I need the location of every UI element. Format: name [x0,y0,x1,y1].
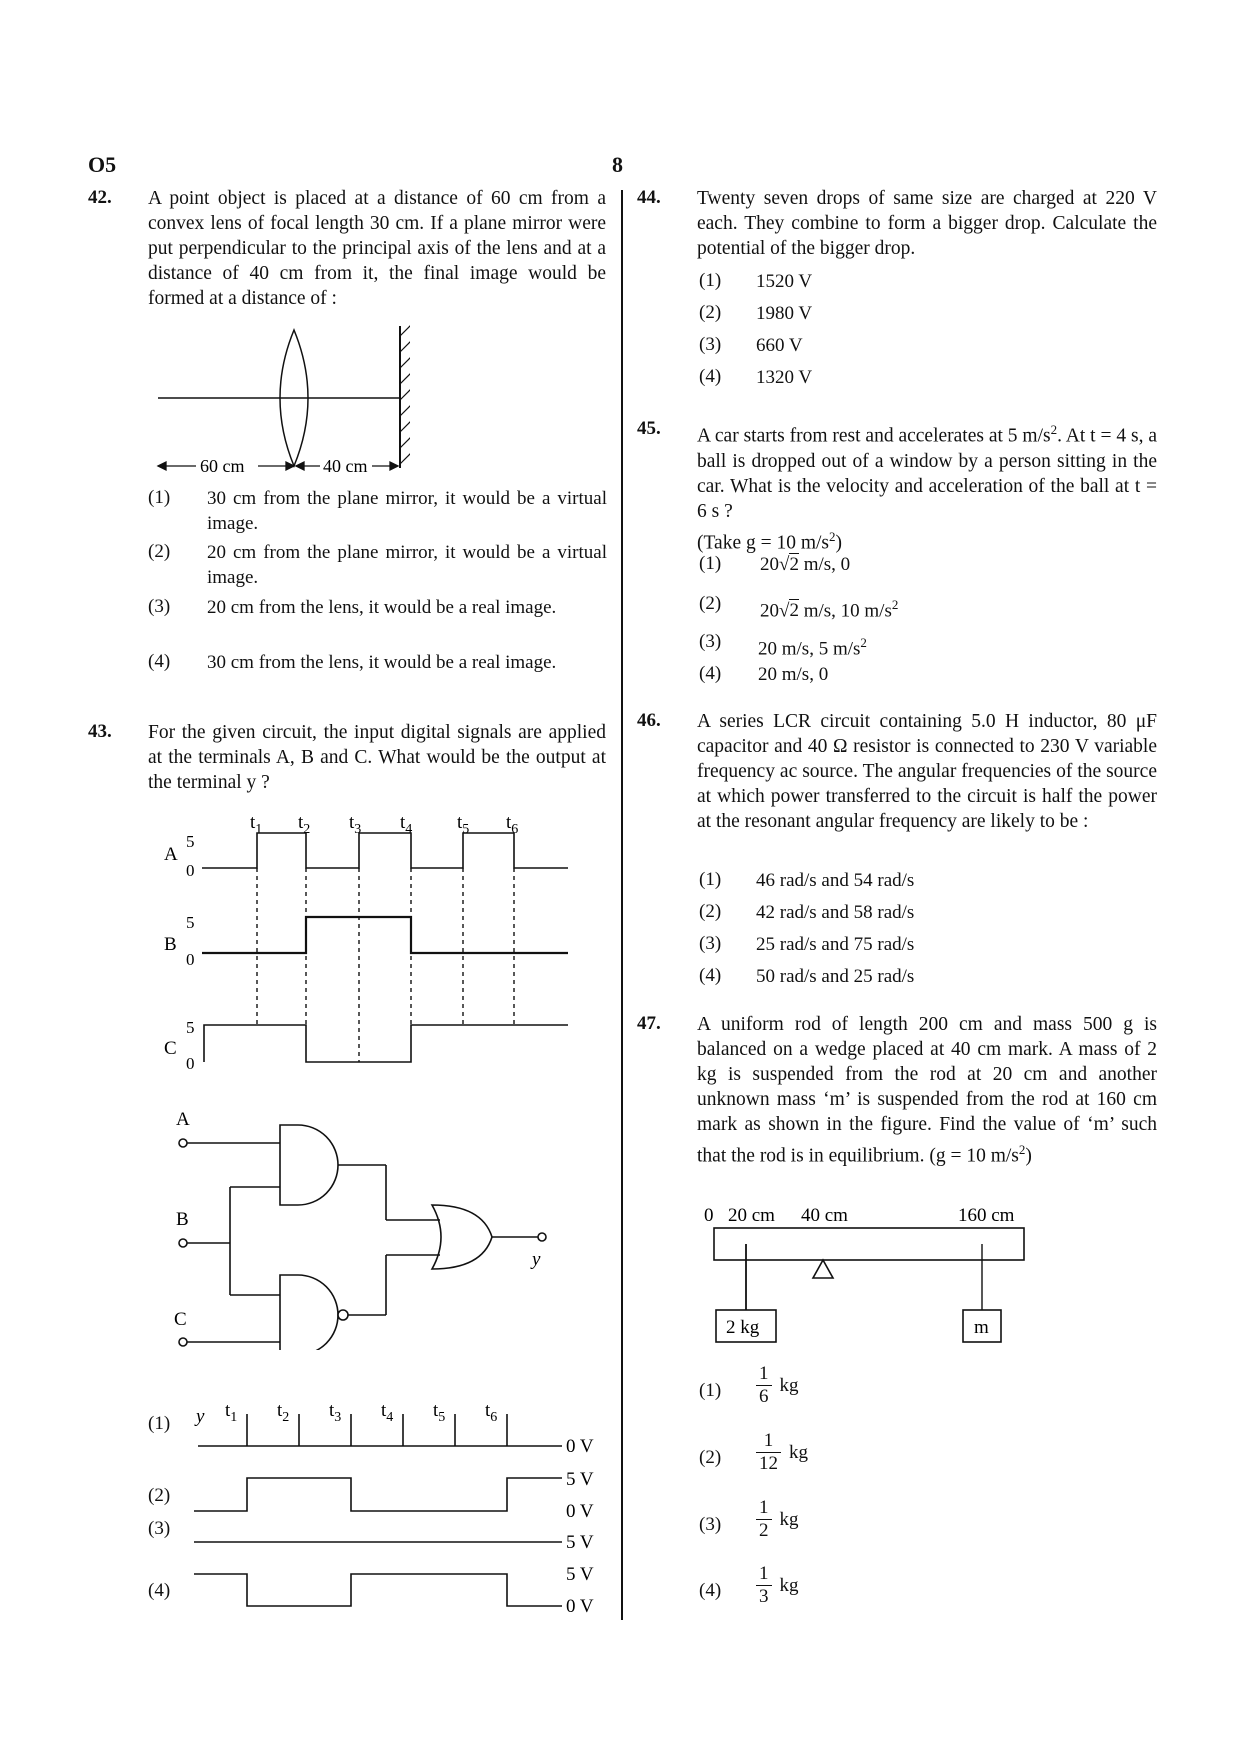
option-number: (1) [699,1380,722,1401]
svg-text:5 V: 5 V [566,1564,594,1585]
question-text: For the given circuit, the input digital signals are applied at the terminals A, B and C. What would be the output at the terminal y ? [148,722,606,793]
svg-text:y: y [196,1406,205,1427]
rod-balance-diagram [700,1198,1040,1348]
paper-code: O5 [88,152,117,177]
time-label: $t_5$ [433,1400,446,1425]
svg-text:0: 0 [186,950,195,969]
svg-text:0: 0 [186,861,195,880]
waveform-a [202,833,568,868]
svg-text:5 V: 5 V [566,1469,594,1490]
or-gate [432,1205,492,1269]
question-text: A car starts from rest and accelerates at 5 $m/s^2$. At t = 4 s, a ball is dropped out of a window by a person sitting in the car. What is the velocity and acceleration of the ball at t = 6 s ? (Take g = 10 $m/s^2$) [697,422,1157,553]
input-waveforms [150,800,580,1090]
option-number: (1) [699,270,722,291]
option-number: (2) [699,901,722,922]
output-option-2 [194,1478,562,1511]
waveform-c [204,1025,568,1062]
option-number: (1) [699,869,722,890]
option-text: 50 rad/s and 25 rad/s [756,966,915,987]
logic-circuit [150,1105,570,1350]
option-text: 25 rad/s and 75 rad/s [756,934,915,955]
option-text: 660 V [756,335,803,356]
svg-text:5: 5 [186,832,195,851]
option-number: (2) [148,541,171,562]
option-text: 30 cm from the plane mirror, it would be a virtual image. [207,488,607,534]
option-number: (4) [148,1580,171,1601]
option-text: 42 rad/s and 58 rad/s [756,902,915,923]
option-number: (3) [699,1514,722,1535]
question-text: Twenty seven drops of same size are charged at 220 V each. They combine to form a bigger drop. Calculate the potential of the bigger drop. [697,188,1157,259]
mark-0: 0 [704,1205,714,1226]
question-number: 42. [88,187,112,208]
terminal-b-label: B [176,1209,189,1230]
time-label: $t_3$ [329,1400,342,1425]
svg-text:5: 5 [186,1018,195,1037]
option-text: 46 rad/s and 54 rad/s [756,870,915,891]
signal-label-a: A [164,844,178,865]
wedge [813,1260,833,1278]
option-text: 1520 V [756,271,813,292]
mirror-hatching [400,324,410,464]
svg-text:0 V: 0 V [566,1596,594,1617]
distance-label-60: 60 cm [200,456,245,476]
option-number: (3) [148,1518,171,1539]
question-text: A point object is placed at a distance of 60 cm from a convex lens of focal length 30 cm. If a plane mirror were put perpendicular to the principal axis of the lens and at a distance of 40 cm from it, the final image would be formed at a distance of : [148,188,606,309]
time-label: $t_2$ [277,1400,290,1425]
option-fraction: $\frac{1}{12}$ kg [756,1430,808,1475]
option-text: 20√2 m/s, 10 $m/s^2$ [760,597,899,622]
option-text: 30 cm from the lens, it would be a real image. [207,652,557,673]
terminal-y-label: y [532,1249,541,1270]
svg-text:0 V: 0 V [566,1501,594,1522]
time-label: $t_3$ [349,812,362,837]
question-number: 47. [637,1013,661,1034]
option-number: (2) [699,593,722,614]
option-number: (4) [699,663,722,684]
option-text: 1320 V [756,367,813,388]
mark-20: 20 cm [728,1205,775,1226]
option-number: (2) [699,302,722,323]
distance-label-40: 40 cm [323,456,368,476]
lens-mirror-diagram [150,318,410,478]
time-label: $t_6$ [506,812,519,837]
uniform-rod [714,1228,1024,1260]
question-text: A series LCR circuit containing 5.0 H inductor, 80 μF capacitor and 40 Ω resistor is connected to 230 V variable frequency ac source. The angular frequencies of the source at which power transferred to the circuit is half the power at the resonant angular frequency are likely to be : [697,711,1157,832]
output-waveform-options [190,1380,610,1620]
time-label: $t_2$ [298,812,311,837]
svg-text:5: 5 [186,913,195,932]
option-text: 20 m/s, 5 $m/s^2$ [758,635,867,660]
question-number: 45. [637,418,661,439]
time-label: $t_6$ [485,1400,498,1425]
output-option-4 [194,1574,562,1606]
page-number: 8 [612,152,623,177]
time-label: $t_4$ [381,1400,394,1425]
option-fraction: $\frac{1}{6}$ kg [756,1363,799,1408]
option-number: (4) [148,651,171,672]
option-number: (4) [699,366,722,387]
option-number: (3) [699,334,722,355]
option-number: (1) [699,553,722,574]
and-gate [280,1125,338,1205]
option-number: (4) [699,1580,722,1601]
option-number: (1) [148,487,171,508]
option-number: (3) [148,596,171,617]
svg-text:5 V: 5 V [566,1532,594,1553]
option-text: 20 cm from the plane mirror, it would be a virtual image. [207,542,607,588]
question-number: 43. [88,721,112,742]
terminal-c-label: C [174,1309,187,1330]
svg-text:0: 0 [186,1054,195,1073]
option-number: (3) [699,631,722,652]
time-label: $t_1$ [225,1400,238,1425]
svg-text:m: m [974,1317,989,1338]
question-number: 46. [637,710,661,731]
svg-text:2 kg: 2 kg [726,1317,760,1338]
svg-text:0 V: 0 V [566,1436,594,1457]
option-number: (3) [699,933,722,954]
question-number: 44. [637,187,661,208]
terminal-a-label: A [176,1109,190,1130]
option-text: 1980 V [756,303,813,324]
signal-label-b: B [164,934,177,955]
option-text: 20 cm from the lens, it would be a real image. [207,597,557,618]
option-fraction: $\frac{1}{3}$ kg [756,1563,799,1608]
question-text: A uniform rod of length 200 cm and mass 500 g is balanced on a wedge placed at 40 cm mark. A mass of 2 kg is suspended from the rod at 20 cm and another unknown mass ‘m’ is suspended from the rod at 160 cm mark as shown in the figure. Find the value of ‘m’ such that the rod is in equilibrium. (g = 10 $m/s^2$) [697,1014,1157,1167]
column-divider [621,190,623,1620]
option-number: (4) [699,965,722,986]
option-fraction: $\frac{1}{2}$ kg [756,1497,799,1542]
option-number: (1) [148,1413,171,1434]
option-number: (2) [699,1447,722,1468]
mark-40: 40 cm [801,1205,848,1226]
time-label: $t_1$ [250,812,263,837]
option-text: 20√2 m/s, 0 [760,554,851,575]
time-label: $t_5$ [457,812,470,837]
signal-label-c: C [164,1038,177,1059]
mark-160: 160 cm [958,1205,1015,1226]
option-text: 20 m/s, 0 [758,664,829,685]
nand-gate [280,1275,338,1350]
option-number: (2) [148,1485,171,1506]
time-label: $t_4$ [400,812,413,837]
